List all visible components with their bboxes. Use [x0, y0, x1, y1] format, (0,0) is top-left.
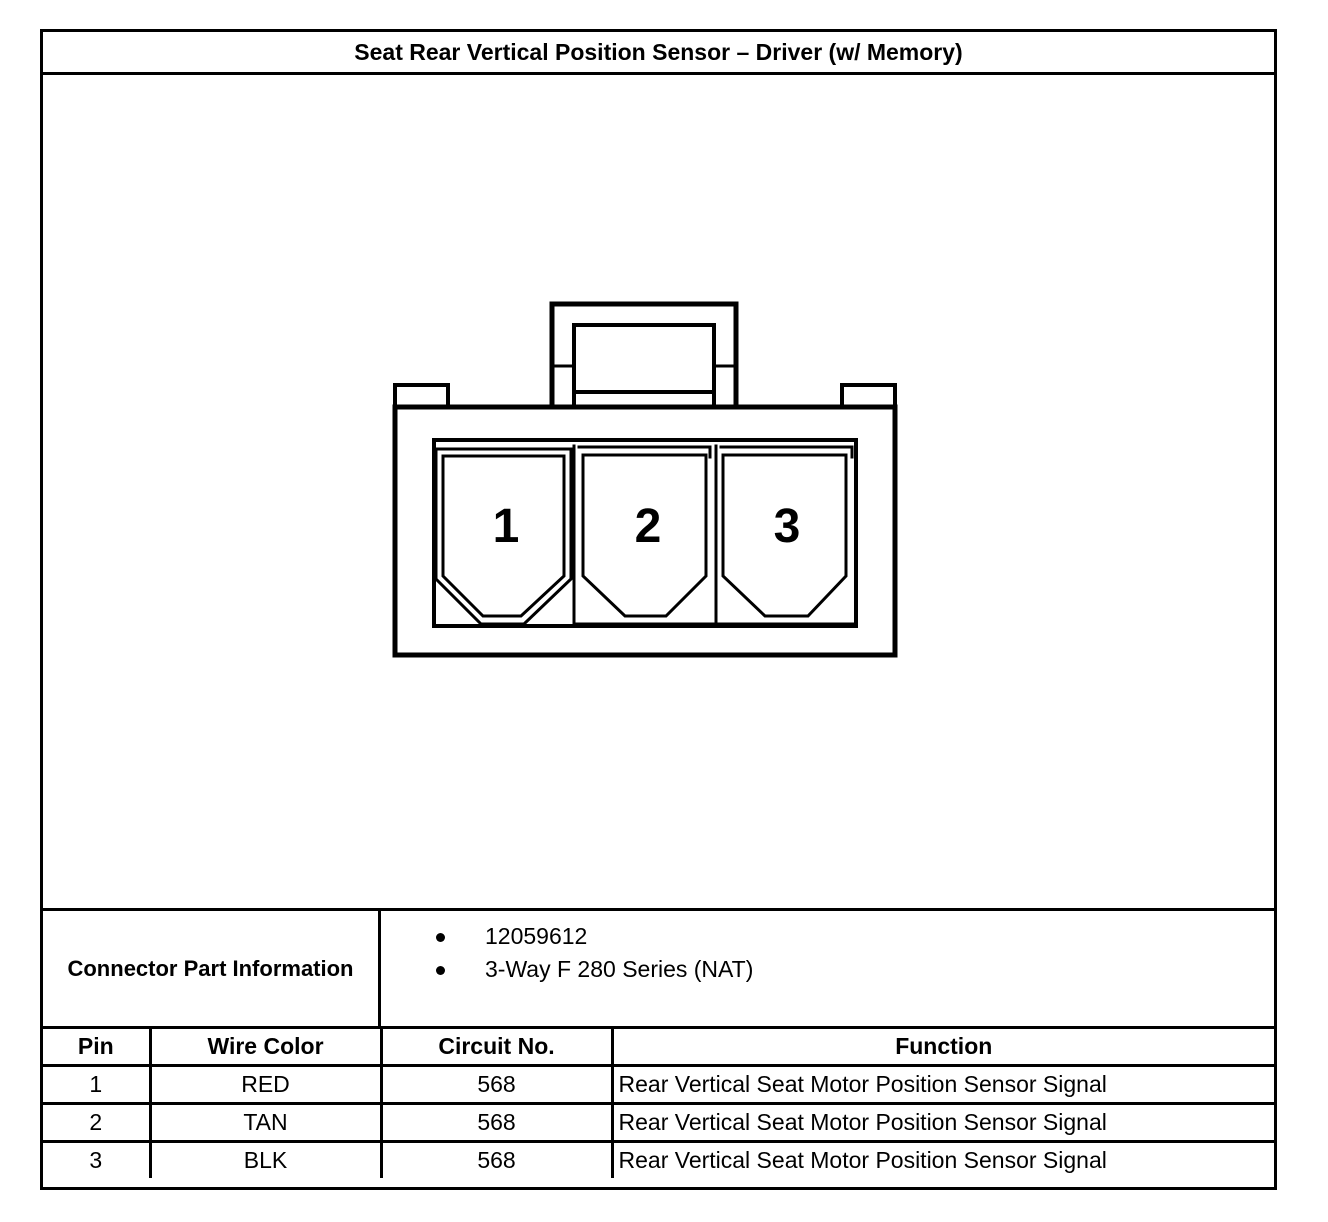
part-number: 12059612	[485, 923, 588, 949]
cell-wire-color: BLK	[150, 1142, 381, 1179]
connector-info-label: Connector Part Information	[43, 911, 381, 1026]
left-ear	[395, 385, 448, 407]
cell-pin: 3	[43, 1142, 150, 1179]
pin-label-1: 1	[492, 500, 520, 553]
cell-circuit: 568	[381, 1066, 612, 1104]
table-row	[43, 1104, 1274, 1142]
connector-diagram	[43, 75, 1274, 908]
connector-face-drawing	[43, 75, 1274, 908]
pin-label-3: 3	[773, 500, 801, 553]
cell-function: Rear Vertical Seat Motor Position Sensor Signal	[612, 1142, 1274, 1179]
cell-pin: 2	[43, 1104, 150, 1142]
bullet-icon	[436, 933, 448, 945]
right-ear	[842, 385, 895, 407]
cell-pin: 1	[43, 1066, 150, 1104]
connector-sheet	[40, 29, 1277, 1190]
pin-table	[43, 1026, 1274, 1178]
header-pin: Pin	[43, 1028, 150, 1066]
cell-function: Rear Vertical Seat Motor Position Sensor Signal	[612, 1066, 1274, 1104]
connector-series: 3-Way F 280 Series (NAT)	[485, 956, 754, 982]
connector-info-list	[381, 911, 1274, 1026]
header-circuit: Circuit No.	[381, 1028, 612, 1066]
table-row	[43, 1066, 1274, 1104]
bullet-icon	[436, 966, 448, 978]
header-wire-color: Wire Color	[150, 1028, 381, 1066]
table-row	[43, 1142, 1274, 1179]
pin-label-2: 2	[634, 500, 662, 553]
header-function: Function	[612, 1028, 1274, 1066]
cell-circuit: 568	[381, 1104, 612, 1142]
cell-circuit: 568	[381, 1142, 612, 1179]
page-title: Seat Rear Vertical Position Sensor – Driver (w/ Memory)	[43, 32, 1274, 75]
connector-part-info	[43, 908, 1274, 1026]
pin-table-header	[43, 1028, 1274, 1066]
cell-wire-color: TAN	[150, 1104, 381, 1142]
cell-wire-color: RED	[150, 1066, 381, 1104]
locking-tab	[552, 304, 736, 407]
cell-function: Rear Vertical Seat Motor Position Sensor Signal	[612, 1104, 1274, 1142]
